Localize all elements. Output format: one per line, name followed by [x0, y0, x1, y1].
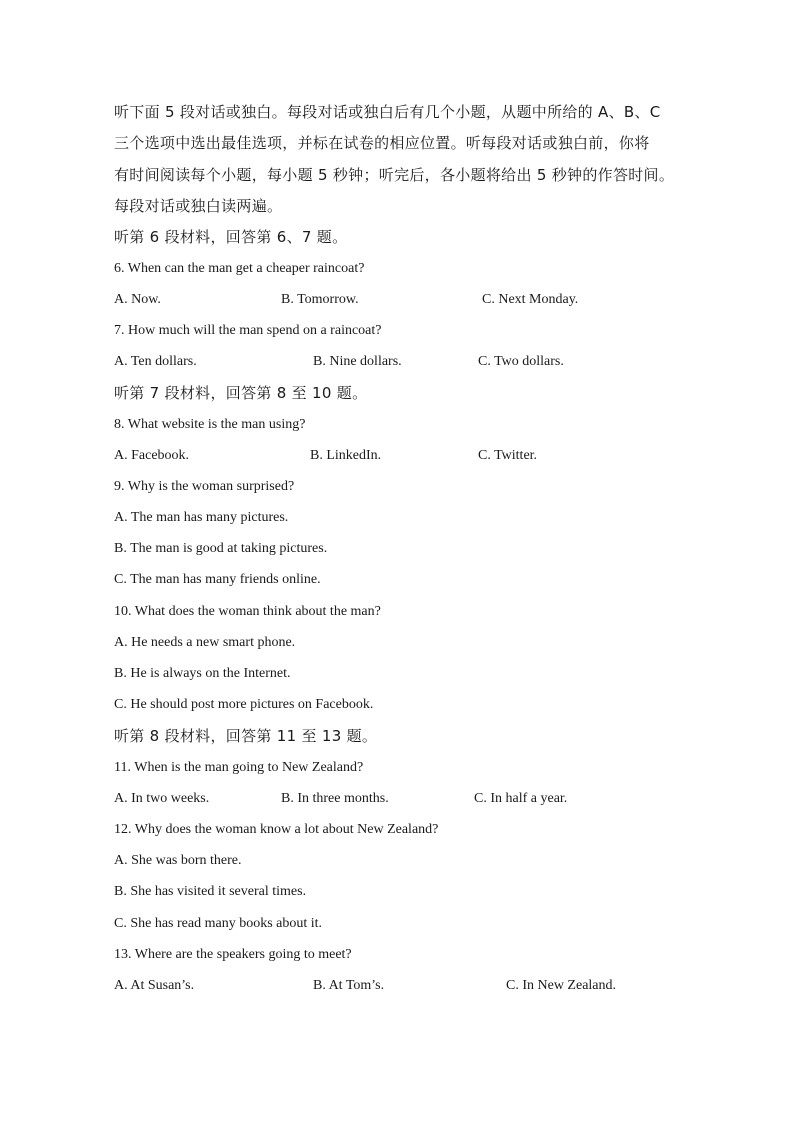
question-option: C. She has read many books about it. [114, 916, 323, 931]
instructions-line-2: 三个选项中选出最佳选项，并标在试卷的相应位置。听每段对话或独白前，你将 [114, 134, 650, 152]
question-stem: 9. Why is the woman surprised? [114, 479, 295, 494]
question-stem: 10. What does the woman think about the man? [114, 604, 381, 619]
section-heading: 听第 6 段材料，回答第 6、7 题。 [114, 228, 348, 246]
question-option: A. She was born there. [114, 853, 242, 868]
question-option: A. Now. [114, 292, 161, 307]
question-stem: 11. When is the man going to New Zealand? [114, 760, 364, 775]
question-option: C. Twitter. [478, 448, 538, 463]
question-option: C. The man has many friends online. [114, 572, 321, 587]
question-option: C. He should post more pictures on Facebook. [114, 697, 374, 712]
section-heading: 听第 7 段材料，回答第 8 至 10 题。 [114, 384, 368, 402]
question-stem: 6. When can the man get a cheaper raincoat? [114, 261, 365, 276]
section-heading: 听第 8 段材料，回答第 11 至 13 题。 [114, 727, 378, 745]
question-option: C. In New Zealand. [506, 978, 617, 993]
instructions-line-4: 每段对话或独白读两遍。 [114, 197, 283, 215]
question-option: B. In three months. [281, 791, 389, 806]
question-option: B. He is always on the Internet. [114, 666, 291, 681]
question-option: A. The man has many pictures. [114, 510, 289, 525]
instructions-line-1: 听下面 5 段对话或独白。每段对话或独白后有几个小题，从题中所给的 A、B、C [114, 103, 661, 121]
question-option: A. In two weeks. [114, 791, 210, 806]
question-option: C. In half a year. [474, 791, 568, 806]
question-stem: 7. How much will the man spend on a raincoat? [114, 323, 382, 338]
question-option: B. Tomorrow. [281, 292, 359, 307]
question-stem: 12. Why does the woman know a lot about New Zealand? [114, 822, 439, 837]
instructions-line-3: 有时间阅读每个小题，每小题 5 秒钟；听完后，各小题将给出 5 秒钟的作答时间。 [114, 166, 675, 184]
question-option: A. Ten dollars. [114, 354, 197, 369]
question-option: A. At Susan’s. [114, 978, 195, 993]
question-option: B. Nine dollars. [313, 354, 402, 369]
question-option: B. She has visited it several times. [114, 884, 307, 899]
question-option: A. He needs a new smart phone. [114, 635, 296, 650]
question-option: B. LinkedIn. [310, 448, 382, 463]
question-option: B. At Tom’s. [313, 978, 385, 993]
question-option: A. Facebook. [114, 448, 190, 463]
question-option: C. Next Monday. [482, 292, 579, 307]
question-stem: 13. Where are the speakers going to meet? [114, 947, 352, 962]
question-option: C. Two dollars. [478, 354, 564, 369]
question-option: B. The man is good at taking pictures. [114, 541, 328, 556]
question-stem: 8. What website is the man using? [114, 417, 306, 432]
